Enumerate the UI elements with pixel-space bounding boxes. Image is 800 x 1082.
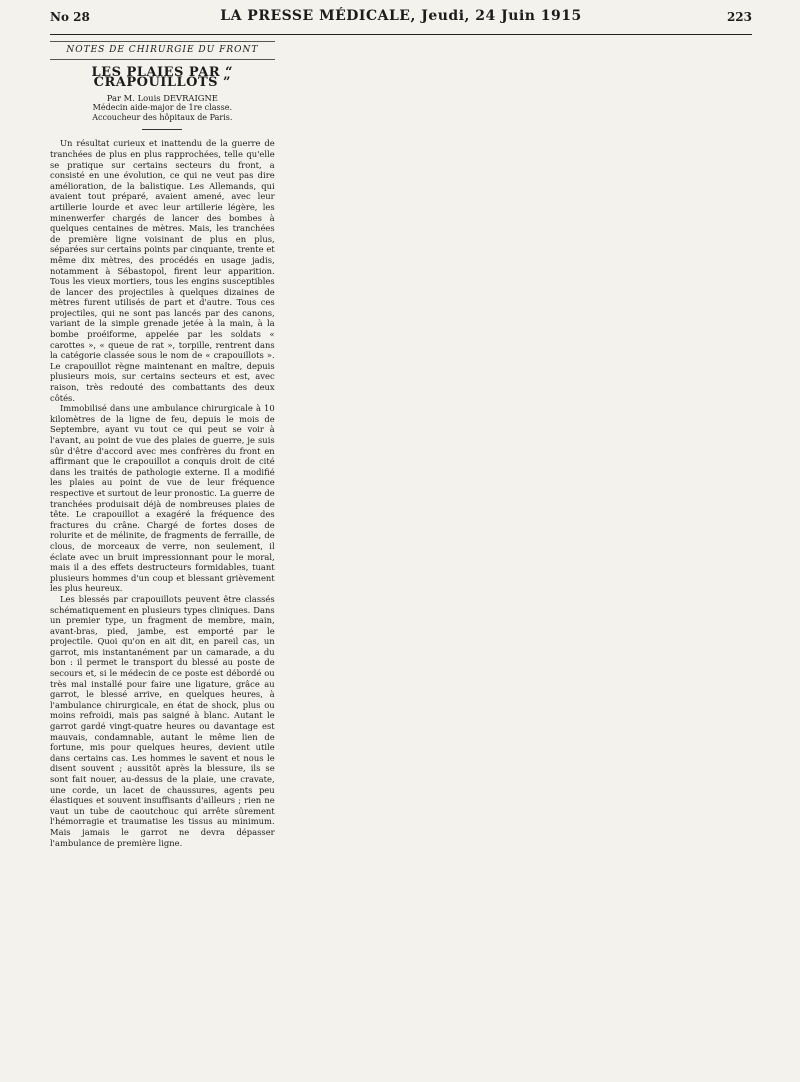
divider <box>142 129 182 130</box>
column-1 <box>50 41 275 848</box>
author-line: Par M. Louis DEVRAIGNE <box>106 92 218 103</box>
column-2 <box>289 41 514 848</box>
section-label: NOTES DE CHIRURGIE DU FRONT <box>50 41 275 60</box>
author-role-1: Médecin aide-major de 1re classe. <box>92 103 232 113</box>
column-3 <box>527 41 752 848</box>
page-header <box>50 0 752 35</box>
issue-number: No 28 <box>50 10 90 24</box>
journal-title: LA PRESSE MÉDICALE, Jeudi, 24 Juin 1915 <box>220 8 582 24</box>
page-number: 223 <box>726 10 752 24</box>
article-title: LES PLAIES PAR “ CRAPOUILLOTS ” <box>91 64 234 91</box>
paragraph: Un résultat curieux et inattendu de la guerre de tranchées de plus en plus rapprochées, telle qu'elle se pratique sur certains secteurs du front, a consisté en une évolution, ce qui ne veut pas dire amélioration, de la balistique. Les Allemands, qui avaient tout préparé, avaient amené, avec leur artillerie lourde et avec leur artillerie légère, les minenwerfer chargés de lancer des bombes à quelques centaines de mètres. Mais, les tranchées de première ligne voisinant de plus en plus, séparées sur certains points par cinquante, trente et même dix mètres, des procédés en usage jadis, notamment à Sébastopol, firent leur apparition. Tous les vieux mortiers, tous les engins susceptibles de lancer des projectiles à quelques dizaines de mètres furent utilisés de part et d'autre. Tous ces projectiles, qui ne sont pas lancés par des canons, variant de la simple grenade jetée à la main, à la bombe proéiforme, appelée par les soldats « carottes », « queue de rat », torpille, rentrent dans la catégorie classée sous le nom de « crapouillots ». Le crapouillot règne maintenant en maître, depuis plusieurs mois, sur certains secteurs et est, avec raison, très redouté des combattants des deux côtés. <box>50 138 275 403</box>
paragraph: Immobilisé dans une ambulance chirurgicale à 10 kilomètres de la ligne de feu, depuis le mois de Septembre, ayant vu tout ce qui peut se voir à l'avant, au point de vue des plaies de guerre, je suis sûr d'être d'accord avec mes confrères du front en affirmant que le crapouillot a conquis droit de cité dans les traités de pathologie externe. Il a modifié les plaies au point de vue de leur fréquence respective et surtout de leur pronostic. La guerre de tranchées produisait déjà de nombreuses plaies de tête. Le crapouillot a exagéré la fréquence des fractures du crâne. Chargé de fortes doses de rolurite et de mélinite, de fragments de ferraille, de clous, de morceaux de verre, non seulement, il éclate avec un bruit impressionnant pour le moral, mais il a des effets destructeurs formidables, tuant plusieurs hommes d'un coup et blessant grièvement les plus heureux. <box>50 403 275 594</box>
columns <box>50 41 752 848</box>
paragraph: Les blessés par crapouillots peuvent être classés schématiquement en plusieurs types cliniques. Dans un premier type, un fragment de membre, main, avant-bras, pied, jambe, est emporté par le projectile. Quoi qu'on en ait dit, en pareil cas, un garrot, mis instantanément par un camarade, a du bon : il permet le transport du blessé au poste de secours et, si le médecin de ce poste est débordé ou très mal installé pour faire une ligature, grâce au garrot, le blessé arrive, en quelques heures, à l'ambulance chirurgicale, en état de shock, plus ou moins refroidi, mais pas saigné à blanc. Autant le garrot gardé vingt-quatre heures ou davantage est mauvais, condamnable, autant le même lien de fortune, mis pour quelques heures, devient utile dans certains cas. Les hommes le savent et nous le disent souvent ; aussitôt après la blessure, ils se sont fait nouer, au-dessus de la plaie, une cravate, une corde, un lacet de chaussures, agents peu élastiques et souvent insuffisants d'ailleurs ; rien ne vaut un tube de caoutchouc qui arrête sûrement l'hémorragie et traumatise les tissus au minimum. Mais jamais le garrot ne devra dépasser l'ambulance de première ligne. <box>50 593 275 848</box>
author-role-2: Accoucheur des hôpitaux de Paris. <box>92 113 233 123</box>
